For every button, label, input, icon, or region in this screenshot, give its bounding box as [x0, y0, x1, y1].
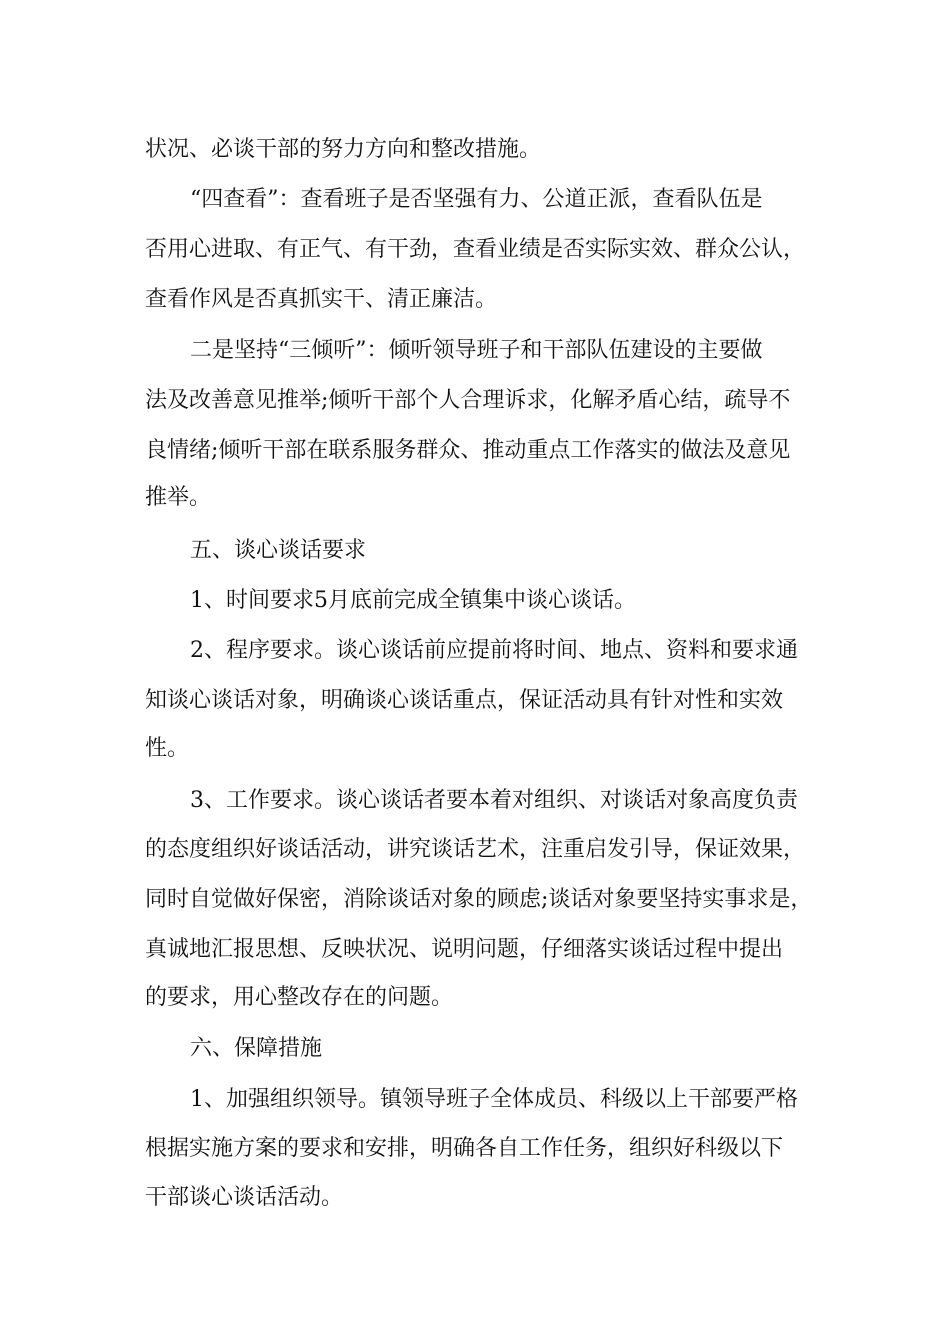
text-line-12: 知谈心谈话对象，明确谈心谈话重点，保证活动具有针对性和实效 — [145, 688, 784, 713]
text-line-18: 的要求，用心整改存在的问题。 — [145, 985, 454, 1010]
text-line-20: 1、加强组织领导。镇领导班子全体成员、科级以上干部要严格 — [190, 1087, 798, 1112]
section-heading-5: 五、谈心谈话要求 — [190, 538, 367, 563]
text-line-2: “四查看”：查看班子是否坚强有力、公道正派，查看队伍是 — [190, 187, 763, 212]
text-line-17: 真诚地汇报思想、反映状况、说明问题，仔细落实谈话过程中提出 — [145, 937, 784, 962]
text-line-13: 性。 — [145, 736, 190, 761]
text-line-22: 干部谈心谈话活动。 — [145, 1185, 344, 1210]
text-line-5: 二是坚持“三倾听”：倾听领导班子和干部队伍建设的主要做 — [190, 338, 763, 363]
text-line-10: 1、时间要求5月底前完成全镇集中谈心谈话。 — [190, 588, 636, 613]
text-line-1: 状况、必谈干部的努力方向和整改措施。 — [145, 137, 542, 162]
text-line-14: 3、工作要求。谈心谈话者要本着对组织、对谈话对象高度负责 — [190, 788, 798, 813]
text-line-8: 推举。 — [145, 485, 212, 510]
text-line-21: 根据实施方案的要求和安排，明确各自工作任务，组织好科级以下 — [145, 1136, 784, 1161]
section-heading-6: 六、保障措施 — [190, 1036, 323, 1061]
text-line-3: 否用心进取、有正气、有干劲，查看业绩是否实际实效、群众公认， — [145, 237, 806, 262]
text-line-6: 法及改善意见推举;倾听干部个人合理诉求，化解矛盾心结，疏导不 — [145, 388, 791, 413]
text-line-7: 良情绪;倾听干部在联系服务群众、推动重点工作落实的做法及意见 — [145, 438, 791, 463]
text-line-11: 2、程序要求。谈心谈话前应提前将时间、地点、资料和要求通 — [190, 638, 798, 663]
text-line-16: 同时自觉做好保密，消除谈话对象的顾虑;谈话对象要坚持实事求是， — [145, 887, 813, 912]
text-line-15: 的态度组织好谈话活动，讲究谈话艺术，注重启发引导，保证效果， — [145, 837, 806, 862]
text-line-4: 查看作风是否真抓实干、清正廉洁。 — [145, 287, 498, 312]
